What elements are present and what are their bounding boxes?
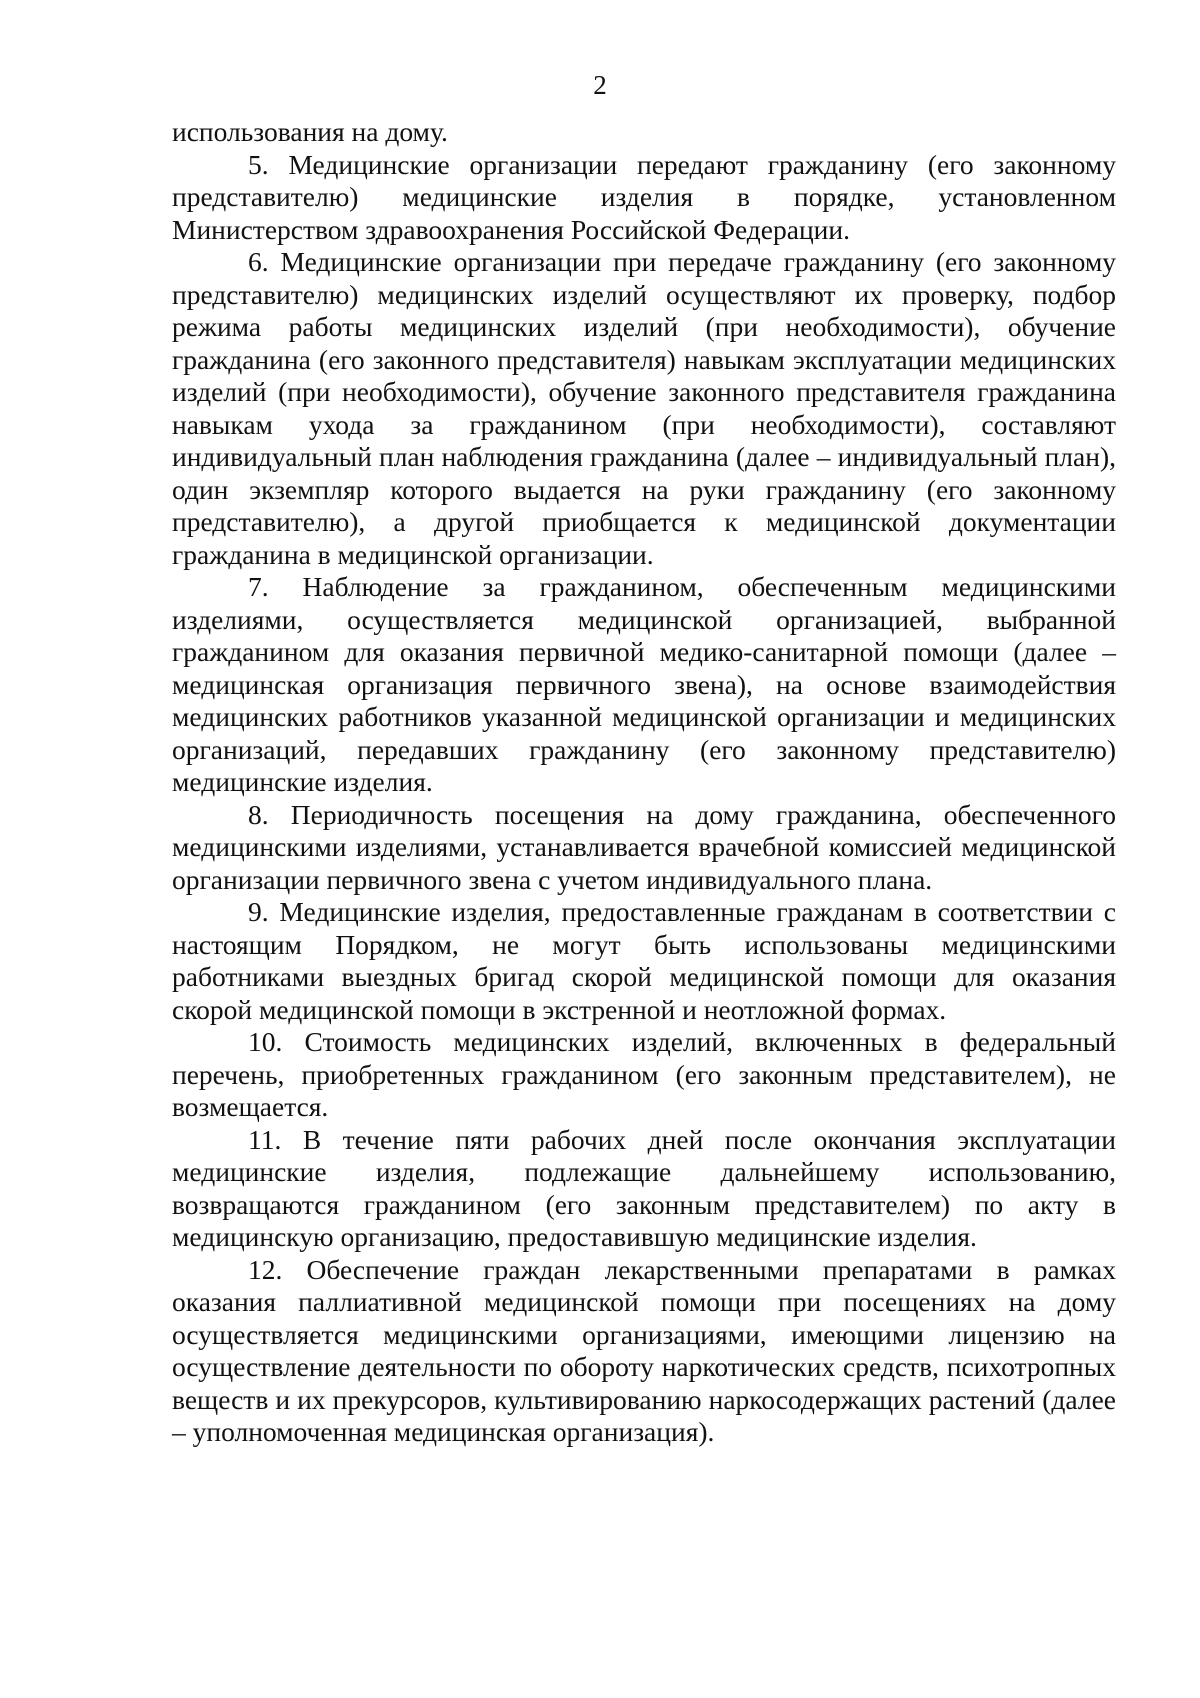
- page-number: 2: [593, 70, 607, 100]
- paragraph-item-6: 6. Медицинские организации при передаче гражданину (его законному представителю) медицинских изделий осуществляют их проверку, подбор режима работы медицинских изделий (при необходимости), обучение гражданина (его законного представителя) навыкам эксплуатации медицинских изделий (при необходимости), обучение законного представителя гражданина навыкам ухода за гражданином (при необходимости), составляют индивидуальный план наблюдения гражданина (далее – индивидуальный план), один экземпляр которого выдается на руки гражданину (его законному представителю), а другой приобщается к медицинской документации гражданина в медицинской организации.: [172, 246, 1116, 570]
- paragraph-item-7: 7. Наблюдение за гражданином, обеспеченным медицинскими изделиями, осуществляется медицинской организацией, выбранной гражданином для оказания первичной медико-санитарной помощи (далее – медицинская организация первичного звена), на основе взаимодействия медицинских работников указанной медицинской организации и медицинских организаций, передавших гражданину (его законному представителю) медицинские изделия.: [172, 571, 1116, 797]
- paragraph-item-12: 12. Обеспечение граждан лекарственными препаратами в рамках оказания паллиативной медицинской помощи при посещениях на дому осуществляется медицинскими организациями, имеющими лицензию на осуществление деятельности по обороту наркотических средств, психотропных веществ и их прекурсоров, культивированию наркосодержащих растений (далее – уполномоченная медицинская организация).: [172, 1253, 1116, 1447]
- document-body: [172, 116, 1116, 1449]
- paragraph-continuation: использования на дому.: [172, 116, 448, 147]
- paragraph-item-5: 5. Медицинские организации передают гражданину (его законному представителю) медицинские изделия в порядке, установленном Министерством здравоохранения Российской Федерации.: [172, 148, 1116, 245]
- paragraph-item-10: 10. Стоимость медицинских изделий, включенных в федеральный перечень, приобретенных гражданином (его законным представителем), не возмещается.: [172, 1026, 1116, 1122]
- paragraph-item-9: 9. Медицинские изделия, предоставленные гражданам в соответствии с настоящим Порядком, не могут быть использованы медицинскими работниками выездных бригад скорой медицинской помощи для оказания скорой медицинской помощи в экстренной и неотложной формах.: [172, 896, 1116, 1025]
- paragraph-item-11: 11. В течение пяти рабочих дней после окончания эксплуатации медицинские изделия, подлежащие дальнейшему использованию, возвращаются гражданином (его законным представителем) по акту в медицинскую организацию, предоставившую медицинские изделия.: [172, 1123, 1116, 1252]
- paragraph-item-8: 8. Периодичность посещения на дому гражданина, обеспеченного медицинскими изделиями, устанавливается врачебной комиссией медицинской организации первичного звена с учетом индивидуального плана.: [172, 798, 1116, 895]
